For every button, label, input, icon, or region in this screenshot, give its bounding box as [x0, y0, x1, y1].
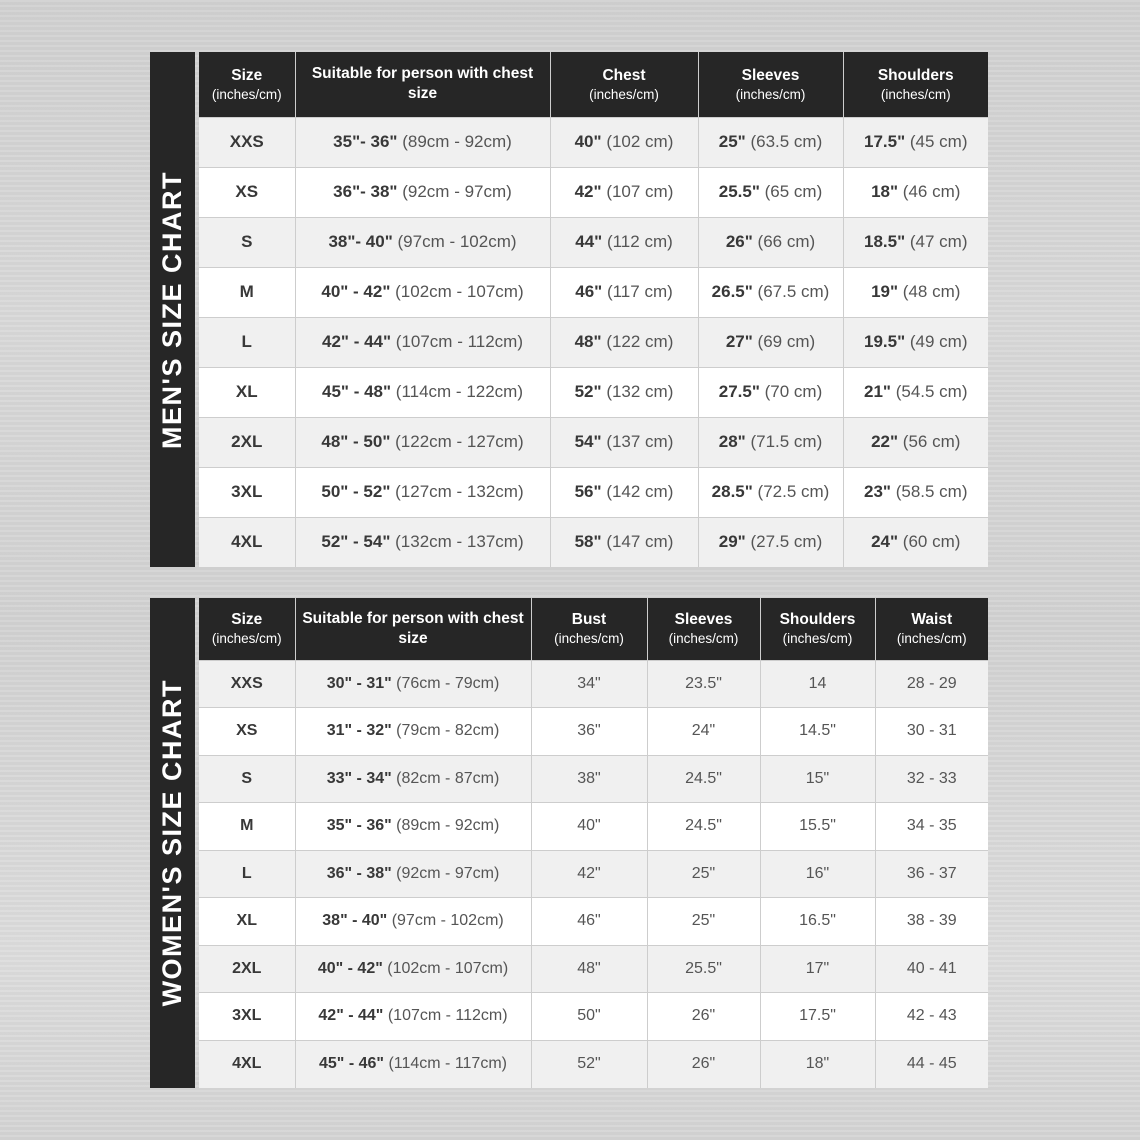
- col-header-title: Size: [231, 611, 263, 629]
- col-header-shoulders: [760, 598, 875, 660]
- size-cell: XXS: [199, 117, 295, 167]
- table-cell: 52" - 54" (132cm - 137cm): [295, 517, 550, 567]
- size-cell: XS: [199, 708, 295, 756]
- col-header-title: Size: [231, 66, 263, 84]
- table-cell: 26": [647, 993, 760, 1041]
- table-cell: 36 - 37: [875, 850, 988, 898]
- header-row: [199, 598, 988, 660]
- table-cell: 25.5": [647, 945, 760, 993]
- col-header-chest: [550, 52, 698, 117]
- table-cell: 28" (71.5 cm): [698, 417, 843, 467]
- table-cell: 50": [531, 993, 647, 1041]
- table-cell: 17.5" (45 cm): [843, 117, 988, 167]
- table-cell: 15.5": [760, 803, 875, 851]
- table-cell: 35"- 36" (89cm - 92cm): [295, 117, 550, 167]
- col-header-units: (inches/cm): [896, 631, 967, 647]
- table-cell: 38": [531, 755, 647, 803]
- table-cell: 45" - 48" (114cm - 122cm): [295, 367, 550, 417]
- table-cell: 35" - 36" (89cm - 92cm): [295, 803, 531, 851]
- table-cell: 31" - 32" (79cm - 82cm): [295, 708, 531, 756]
- table-cell: 23" (58.5 cm): [843, 467, 988, 517]
- col-header-title: Sleeves: [741, 66, 800, 84]
- womens-size-chart-section: [150, 598, 988, 1088]
- table-cell: 44 - 45: [875, 1040, 988, 1088]
- table-cell: 44" (112 cm): [550, 217, 698, 267]
- table-cell: 42": [531, 850, 647, 898]
- table-cell: 46" (117 cm): [550, 267, 698, 317]
- size-cell: XL: [199, 898, 295, 946]
- table-row: [199, 803, 988, 851]
- table-row: [199, 1040, 988, 1088]
- table-cell: 52" (132 cm): [550, 367, 698, 417]
- col-header-bust: [531, 598, 647, 660]
- size-cell: 2XL: [199, 417, 295, 467]
- table-cell: 19.5" (49 cm): [843, 317, 988, 367]
- size-cell: 4XL: [199, 1040, 295, 1088]
- table-cell: 28 - 29: [875, 660, 988, 708]
- size-cell: XS: [199, 167, 295, 217]
- womens-size-table: [199, 598, 988, 1088]
- table-cell: 52": [531, 1040, 647, 1088]
- size-cell: M: [199, 803, 295, 851]
- col-header-suitable-for-person-with-chest-size: [295, 52, 550, 117]
- table-cell: 25": [647, 850, 760, 898]
- size-cell: 3XL: [199, 993, 295, 1041]
- col-header-sleeves: [698, 52, 843, 117]
- table-cell: 36" - 38" (92cm - 97cm): [295, 850, 531, 898]
- col-header-title: Suitable for person with chest size: [302, 609, 524, 647]
- table-cell: 28.5" (72.5 cm): [698, 467, 843, 517]
- table-cell: 14: [760, 660, 875, 708]
- size-cell: XXS: [199, 660, 295, 708]
- table-cell: 26.5" (67.5 cm): [698, 267, 843, 317]
- table-row: [199, 898, 988, 946]
- size-cell: XL: [199, 367, 295, 417]
- womens-side-label: WOMEN'S SIZE CHART: [157, 679, 187, 1007]
- table-cell: 42" - 44" (107cm - 112cm): [295, 993, 531, 1041]
- table-cell: 23.5": [647, 660, 760, 708]
- table-row: [199, 660, 988, 708]
- table-cell: 40 - 41: [875, 945, 988, 993]
- table-cell: 22" (56 cm): [843, 417, 988, 467]
- table-cell: 18.5" (47 cm): [843, 217, 988, 267]
- table-row: [199, 467, 988, 517]
- table-row: [199, 417, 988, 467]
- table-cell: 24": [647, 708, 760, 756]
- table-cell: 17": [760, 945, 875, 993]
- table-cell: 38" - 40" (97cm - 102cm): [295, 898, 531, 946]
- table-row: [199, 993, 988, 1041]
- table-cell: 32 - 33: [875, 755, 988, 803]
- table-cell: 27" (69 cm): [698, 317, 843, 367]
- table-row: [199, 755, 988, 803]
- table-cell: 21" (54.5 cm): [843, 367, 988, 417]
- size-cell: S: [199, 755, 295, 803]
- table-cell: 19" (48 cm): [843, 267, 988, 317]
- table-cell: 26" (66 cm): [698, 217, 843, 267]
- col-header-units: (inches/cm): [589, 86, 659, 102]
- table-row: [199, 267, 988, 317]
- table-cell: 34 - 35: [875, 803, 988, 851]
- col-header-waist: [875, 598, 988, 660]
- table-row: [199, 317, 988, 367]
- table-cell: 24" (60 cm): [843, 517, 988, 567]
- table-cell: 18" (46 cm): [843, 167, 988, 217]
- col-header-units: (inches/cm): [668, 631, 739, 647]
- table-cell: 54" (137 cm): [550, 417, 698, 467]
- table-cell: 15": [760, 755, 875, 803]
- table-cell: 16.5": [760, 898, 875, 946]
- col-header-size: [199, 598, 295, 660]
- table-cell: 40": [531, 803, 647, 851]
- table-cell: 33" - 34" (82cm - 87cm): [295, 755, 531, 803]
- table-cell: 50" - 52" (127cm - 132cm): [295, 467, 550, 517]
- size-cell: 2XL: [199, 945, 295, 993]
- mens-size-table: [199, 52, 988, 567]
- col-header-units: (inches/cm): [735, 86, 806, 102]
- table-row: [199, 517, 988, 567]
- col-header-sleeves: [647, 598, 760, 660]
- table-row: [199, 367, 988, 417]
- col-header-size: [199, 52, 295, 117]
- table-cell: 48": [531, 945, 647, 993]
- header-row: [199, 52, 988, 117]
- table-cell: 40" (102 cm): [550, 117, 698, 167]
- table-cell: 27.5" (70 cm): [698, 367, 843, 417]
- col-header-title: Sleeves: [674, 611, 733, 629]
- table-cell: 14.5": [760, 708, 875, 756]
- size-cell: 3XL: [199, 467, 295, 517]
- table-cell: 45" - 46" (114cm - 117cm): [295, 1040, 531, 1088]
- table-cell: 36": [531, 708, 647, 756]
- col-header-units: (inches/cm): [211, 631, 282, 647]
- col-header-units: (inches/cm): [782, 631, 853, 647]
- table-cell: 17.5": [760, 993, 875, 1041]
- table-cell: 42 - 43: [875, 993, 988, 1041]
- table-row: [199, 217, 988, 267]
- table-cell: 40" - 42" (102cm - 107cm): [295, 945, 531, 993]
- size-cell: M: [199, 267, 295, 317]
- table-cell: 48" (122 cm): [550, 317, 698, 367]
- mens-size-chart-section: [150, 52, 988, 567]
- table-row: [199, 708, 988, 756]
- col-header-title: Chest: [602, 66, 646, 84]
- table-cell: 18": [760, 1040, 875, 1088]
- col-header-title: Waist: [911, 611, 953, 629]
- col-header-suitable-for-person-with-chest-size: [295, 598, 531, 660]
- table-cell: 25.5" (65 cm): [698, 167, 843, 217]
- size-cell: S: [199, 217, 295, 267]
- table-row: [199, 117, 988, 167]
- col-header-units: (inches/cm): [211, 86, 282, 102]
- table-row: [199, 167, 988, 217]
- col-header-title: Bust: [571, 611, 607, 629]
- table-cell: 40" - 42" (102cm - 107cm): [295, 267, 550, 317]
- table-cell: 30" - 31" (76cm - 79cm): [295, 660, 531, 708]
- col-header-units: (inches/cm): [880, 86, 951, 102]
- mens-side-bar: [150, 52, 195, 567]
- table-cell: 36"- 38" (92cm - 97cm): [295, 167, 550, 217]
- womens-side-bar: [150, 598, 195, 1088]
- mens-side-label: MEN'S SIZE CHART: [157, 170, 187, 449]
- table-cell: 30 - 31: [875, 708, 988, 756]
- size-cell: 4XL: [199, 517, 295, 567]
- col-header-title: Shoulders: [877, 66, 954, 84]
- table-row: [199, 850, 988, 898]
- table-cell: 25" (63.5 cm): [698, 117, 843, 167]
- table-cell: 48" - 50" (122cm - 127cm): [295, 417, 550, 467]
- table-cell: 24.5": [647, 755, 760, 803]
- table-cell: 46": [531, 898, 647, 946]
- table-cell: 24.5": [647, 803, 760, 851]
- table-cell: 25": [647, 898, 760, 946]
- table-cell: 38"- 40" (97cm - 102cm): [295, 217, 550, 267]
- table-cell: 26": [647, 1040, 760, 1088]
- table-cell: 38 - 39: [875, 898, 988, 946]
- col-header-units: (inches/cm): [554, 631, 624, 647]
- col-header-title: Shoulders: [779, 611, 856, 629]
- table-cell: 42" - 44" (107cm - 112cm): [295, 317, 550, 367]
- size-cell: L: [199, 317, 295, 367]
- table-cell: 16": [760, 850, 875, 898]
- table-cell: 34": [531, 660, 647, 708]
- table-cell: 29" (27.5 cm): [698, 517, 843, 567]
- table-cell: 42" (107 cm): [550, 167, 698, 217]
- table-row: [199, 945, 988, 993]
- col-header-title: Suitable for person with chest size: [311, 65, 534, 103]
- table-cell: 56" (142 cm): [550, 467, 698, 517]
- size-cell: L: [199, 850, 295, 898]
- col-header-shoulders: [843, 52, 988, 117]
- table-cell: 58" (147 cm): [550, 517, 698, 567]
